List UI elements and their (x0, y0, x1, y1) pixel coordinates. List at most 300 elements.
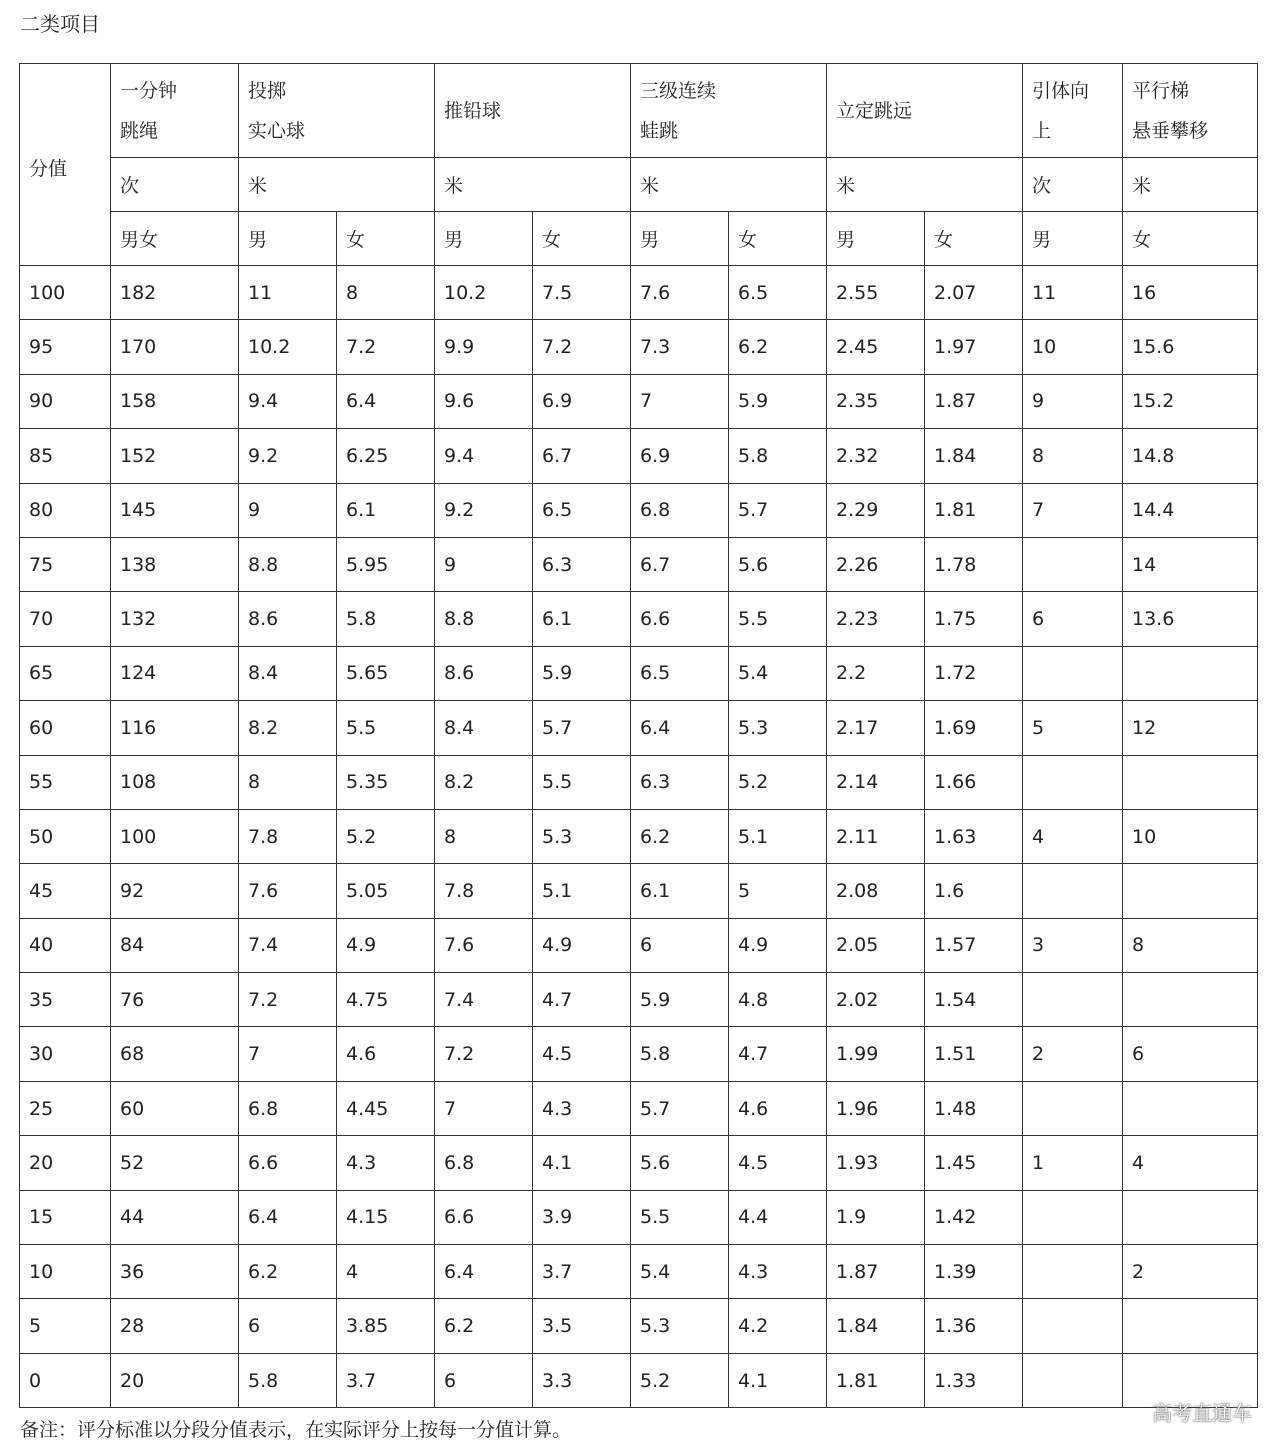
table-cell: 5 (1023, 701, 1123, 755)
table-cell (1123, 973, 1258, 1027)
table-cell: 6.2 (729, 320, 827, 374)
gender-cell: 女 (533, 212, 631, 266)
score-cell: 50 (20, 809, 111, 863)
table-cell: 2 (1123, 1245, 1258, 1299)
table-cell: 145 (111, 483, 239, 537)
table-cell: 14.8 (1123, 429, 1258, 483)
table-cell: 6.1 (533, 592, 631, 646)
table-cell (1023, 1081, 1123, 1135)
table-cell: 6.4 (435, 1245, 533, 1299)
table-cell: 6.8 (435, 1136, 533, 1190)
table-cell: 6.9 (631, 429, 729, 483)
score-cell: 80 (20, 483, 111, 537)
table-cell: 11 (239, 266, 337, 320)
table-cell: 6.8 (631, 483, 729, 537)
table-cell: 5.95 (337, 537, 435, 591)
table-cell: 4.3 (337, 1136, 435, 1190)
table-cell (1123, 1190, 1258, 1244)
table-cell: 7 (1023, 483, 1123, 537)
table-cell: 5 (729, 864, 827, 918)
gender-cell: 男 (827, 212, 925, 266)
table-cell: 6 (1023, 592, 1123, 646)
table-cell: 7.2 (239, 973, 337, 1027)
table-row (20, 537, 1258, 591)
table-cell (1023, 1245, 1123, 1299)
table-cell: 10 (1023, 320, 1123, 374)
table-cell: 8.6 (239, 592, 337, 646)
table-cell: 8.4 (435, 701, 533, 755)
table-cell: 15.6 (1123, 320, 1258, 374)
table-cell: 11 (1023, 266, 1123, 320)
table-cell: 3.85 (337, 1299, 435, 1353)
table-row (20, 1245, 1258, 1299)
table-cell: 158 (111, 374, 239, 428)
table-cell: 44 (111, 1190, 239, 1244)
table-cell: 4 (337, 1245, 435, 1299)
table-cell (1023, 537, 1123, 591)
gender-cell: 女 (337, 212, 435, 266)
table-cell: 4.5 (533, 1027, 631, 1081)
table-cell: 1.84 (925, 429, 1023, 483)
table-cell: 8 (435, 809, 533, 863)
table-cell: 7.8 (435, 864, 533, 918)
table-cell: 13.6 (1123, 592, 1258, 646)
table-cell: 5.8 (337, 592, 435, 646)
table-cell: 7.5 (533, 266, 631, 320)
score-cell: 70 (20, 592, 111, 646)
table-cell: 8 (1023, 429, 1123, 483)
table-cell: 5.9 (631, 973, 729, 1027)
table-cell: 6.5 (631, 646, 729, 700)
gender-cell: 男 (631, 212, 729, 266)
table-cell: 8 (337, 266, 435, 320)
table-cell: 2.02 (827, 973, 925, 1027)
table-cell: 5.8 (729, 429, 827, 483)
table-cell: 8.8 (435, 592, 533, 646)
table-cell: 152 (111, 429, 239, 483)
table-cell: 4.3 (729, 1245, 827, 1299)
table-cell: 5.9 (533, 646, 631, 700)
table-row (20, 1027, 1258, 1081)
table-cell: 7.6 (435, 918, 533, 972)
table-cell: 8.2 (239, 701, 337, 755)
table-cell: 1.84 (827, 1299, 925, 1353)
table-cell: 6.5 (729, 266, 827, 320)
table-cell: 20 (111, 1353, 239, 1407)
table-cell: 7.2 (337, 320, 435, 374)
table-cell: 7.2 (435, 1027, 533, 1081)
table-cell (1123, 864, 1258, 918)
table-cell: 1.81 (925, 483, 1023, 537)
table-cell: 1 (1023, 1136, 1123, 1190)
table-cell: 2.17 (827, 701, 925, 755)
table-cell: 6.2 (239, 1245, 337, 1299)
table-cell: 4.2 (729, 1299, 827, 1353)
table-cell: 4 (1123, 1136, 1258, 1190)
table-row (20, 1136, 1258, 1190)
score-cell: 100 (20, 266, 111, 320)
unit-cell: 次 (111, 158, 239, 212)
table-row (20, 592, 1258, 646)
table-row (20, 429, 1258, 483)
table-cell: 1.6 (925, 864, 1023, 918)
unit-cell: 米 (827, 158, 1023, 212)
table-cell: 16 (1123, 266, 1258, 320)
score-column-header: 分值 (20, 64, 111, 266)
table-cell: 2.29 (827, 483, 925, 537)
score-cell: 20 (20, 1136, 111, 1190)
table-cell: 4.6 (729, 1081, 827, 1135)
item-header-solid-ball-throw: 投掷 实心球 (239, 64, 435, 158)
score-cell: 75 (20, 537, 111, 591)
table-cell: 5.8 (631, 1027, 729, 1081)
table-cell: 7.3 (631, 320, 729, 374)
unit-cell: 米 (435, 158, 631, 212)
score-cell: 65 (20, 646, 111, 700)
table-cell: 8.4 (239, 646, 337, 700)
table-cell: 4.75 (337, 973, 435, 1027)
table-cell: 1.69 (925, 701, 1023, 755)
table-cell: 9.4 (435, 429, 533, 483)
table-cell: 7.4 (239, 918, 337, 972)
table-cell (1123, 1081, 1258, 1135)
table-cell: 5.2 (631, 1353, 729, 1407)
item-header-rope-skipping: 一分钟 跳绳 (111, 64, 239, 158)
table-cell: 9.2 (239, 429, 337, 483)
table-cell: 52 (111, 1136, 239, 1190)
table-cell: 5.65 (337, 646, 435, 700)
section-title: 二类项目 (20, 12, 100, 36)
table-cell: 5.4 (631, 1245, 729, 1299)
table-cell: 7 (435, 1081, 533, 1135)
table-cell: 12 (1123, 701, 1258, 755)
table-cell: 84 (111, 918, 239, 972)
table-row (20, 1353, 1258, 1407)
table-cell: 60 (111, 1081, 239, 1135)
footnote: 备注：评分标准以分段分值表示，在实际评分上按每一分值计算。 (20, 1419, 572, 1441)
table-cell: 1.51 (925, 1027, 1023, 1081)
table-cell (1023, 973, 1123, 1027)
table-cell: 7 (631, 374, 729, 428)
table-cell: 1.48 (925, 1081, 1023, 1135)
table-cell: 7.4 (435, 973, 533, 1027)
table-cell: 7.6 (239, 864, 337, 918)
table-cell: 14.4 (1123, 483, 1258, 537)
table-cell: 6.1 (337, 483, 435, 537)
score-cell: 85 (20, 429, 111, 483)
table-cell: 138 (111, 537, 239, 591)
table-row (20, 1081, 1258, 1135)
score-cell: 35 (20, 973, 111, 1027)
table-row (20, 320, 1258, 374)
table-cell: 182 (111, 266, 239, 320)
table-cell: 4.6 (337, 1027, 435, 1081)
table-cell: 1.93 (827, 1136, 925, 1190)
table-cell: 1.45 (925, 1136, 1023, 1190)
table-row (20, 374, 1258, 428)
table-cell: 9 (1023, 374, 1123, 428)
table-cell (1023, 755, 1123, 809)
table-cell: 1.33 (925, 1353, 1023, 1407)
table-cell: 2.35 (827, 374, 925, 428)
table-cell: 1.9 (827, 1190, 925, 1244)
table-cell: 8 (1123, 918, 1258, 972)
table-row (20, 918, 1258, 972)
table-cell: 6 (435, 1353, 533, 1407)
table-cell: 5.5 (631, 1190, 729, 1244)
table-cell: 6.3 (631, 755, 729, 809)
score-cell: 0 (20, 1353, 111, 1407)
header-row-items (20, 64, 1258, 158)
table-row (20, 266, 1258, 320)
score-cell: 40 (20, 918, 111, 972)
table-cell: 5.05 (337, 864, 435, 918)
table-cell: 9.4 (239, 374, 337, 428)
table-cell: 2.2 (827, 646, 925, 700)
table-cell: 1.78 (925, 537, 1023, 591)
score-cell: 45 (20, 864, 111, 918)
table-cell: 5.2 (729, 755, 827, 809)
table-cell: 5.5 (533, 755, 631, 809)
table-cell: 3.7 (337, 1353, 435, 1407)
table-cell: 7.2 (533, 320, 631, 374)
table-cell: 5.2 (337, 809, 435, 863)
table-cell: 1.66 (925, 755, 1023, 809)
table-cell: 108 (111, 755, 239, 809)
table-cell: 1.87 (925, 374, 1023, 428)
score-cell: 95 (20, 320, 111, 374)
table-cell (1023, 1299, 1123, 1353)
score-cell: 55 (20, 755, 111, 809)
table-cell: 2.45 (827, 320, 925, 374)
table-cell: 8.2 (435, 755, 533, 809)
table-row (20, 755, 1258, 809)
gender-cell: 男 (1023, 212, 1123, 266)
table-cell: 14 (1123, 537, 1258, 591)
table-row (20, 864, 1258, 918)
table-header (20, 64, 1258, 266)
table-cell: 68 (111, 1027, 239, 1081)
table-cell: 1.39 (925, 1245, 1023, 1299)
table-cell: 76 (111, 973, 239, 1027)
table-body (20, 266, 1258, 1408)
table-cell: 1.72 (925, 646, 1023, 700)
unit-cell: 次 (1023, 158, 1123, 212)
table-cell: 6.5 (533, 483, 631, 537)
table-cell: 15.2 (1123, 374, 1258, 428)
table-cell: 4.8 (729, 973, 827, 1027)
table-cell: 5.3 (631, 1299, 729, 1353)
table-cell: 9.6 (435, 374, 533, 428)
table-cell: 132 (111, 592, 239, 646)
table-cell: 6.4 (239, 1190, 337, 1244)
gender-cell: 女 (729, 212, 827, 266)
table-cell: 2.07 (925, 266, 1023, 320)
table-cell: 4.3 (533, 1081, 631, 1135)
table-cell: 92 (111, 864, 239, 918)
table-cell: 4.7 (729, 1027, 827, 1081)
table-cell: 5.1 (729, 809, 827, 863)
table-cell: 2.55 (827, 266, 925, 320)
item-header-shot-put: 推铅球 (435, 64, 631, 158)
table-cell: 6.6 (631, 592, 729, 646)
table-cell: 3 (1023, 918, 1123, 972)
table-cell: 5.7 (533, 701, 631, 755)
table-cell: 36 (111, 1245, 239, 1299)
table-cell: 6.2 (631, 809, 729, 863)
table-cell: 2.11 (827, 809, 925, 863)
table-cell: 28 (111, 1299, 239, 1353)
table-cell: 6.4 (337, 374, 435, 428)
table-cell: 10.2 (435, 266, 533, 320)
table-row (20, 646, 1258, 700)
table-cell: 5.7 (631, 1081, 729, 1135)
table-cell: 2.05 (827, 918, 925, 972)
table-cell: 4.45 (337, 1081, 435, 1135)
table-cell: 9 (239, 483, 337, 537)
table-cell: 2 (1023, 1027, 1123, 1081)
table-cell: 4.1 (729, 1353, 827, 1407)
gender-cell: 男 (239, 212, 337, 266)
table-cell: 4.15 (337, 1190, 435, 1244)
table-row (20, 1299, 1258, 1353)
table-cell (1023, 1190, 1123, 1244)
table-cell: 8.8 (239, 537, 337, 591)
table-cell: 170 (111, 320, 239, 374)
table-cell: 10 (1123, 809, 1258, 863)
item-header-parallel-ladder: 平行梯 悬垂攀移 (1123, 64, 1258, 158)
table-cell: 5.35 (337, 755, 435, 809)
table-cell: 1.81 (827, 1353, 925, 1407)
table-row (20, 973, 1258, 1027)
table-cell: 7 (239, 1027, 337, 1081)
watermark: 高考直通车 (1152, 1401, 1252, 1425)
unit-cell: 米 (631, 158, 827, 212)
table-cell: 1.57 (925, 918, 1023, 972)
score-cell: 30 (20, 1027, 111, 1081)
table-cell: 9.2 (435, 483, 533, 537)
table-cell: 2.32 (827, 429, 925, 483)
table-cell: 1.87 (827, 1245, 925, 1299)
table-cell: 5.5 (729, 592, 827, 646)
table-cell: 4.1 (533, 1136, 631, 1190)
table-cell: 1.75 (925, 592, 1023, 646)
table-cell: 1.54 (925, 973, 1023, 1027)
table-cell: 6 (1123, 1027, 1258, 1081)
table-cell: 5.4 (729, 646, 827, 700)
table-cell: 3.3 (533, 1353, 631, 1407)
table-cell: 8 (239, 755, 337, 809)
table-row (20, 483, 1258, 537)
table-cell: 4.9 (729, 918, 827, 972)
score-cell: 5 (20, 1299, 111, 1353)
table-cell: 2.08 (827, 864, 925, 918)
table-cell: 3.7 (533, 1245, 631, 1299)
table-cell: 6.7 (533, 429, 631, 483)
table-cell: 5.1 (533, 864, 631, 918)
table-cell: 1.97 (925, 320, 1023, 374)
table-cell (1123, 755, 1258, 809)
table-cell: 3.5 (533, 1299, 631, 1353)
table-cell: 5.9 (729, 374, 827, 428)
score-cell: 25 (20, 1081, 111, 1135)
table-cell: 7.6 (631, 266, 729, 320)
table-cell: 3.9 (533, 1190, 631, 1244)
unit-cell: 米 (1123, 158, 1258, 212)
table-cell: 6.1 (631, 864, 729, 918)
table-cell: 4.4 (729, 1190, 827, 1244)
table-row (20, 701, 1258, 755)
table-cell: 2.23 (827, 592, 925, 646)
table-cell: 6 (239, 1299, 337, 1353)
table-cell: 5.7 (729, 483, 827, 537)
table-cell: 7.8 (239, 809, 337, 863)
table-cell: 5.3 (729, 701, 827, 755)
table-cell (1123, 1299, 1258, 1353)
score-cell: 10 (20, 1245, 111, 1299)
table-cell: 6.9 (533, 374, 631, 428)
table-cell: 6.3 (533, 537, 631, 591)
header-row-genders (20, 212, 1258, 266)
table-cell: 100 (111, 809, 239, 863)
table-cell: 1.99 (827, 1027, 925, 1081)
gender-cell: 男女 (111, 212, 239, 266)
score-cell: 60 (20, 701, 111, 755)
header-row-units (20, 158, 1258, 212)
table-cell (1123, 646, 1258, 700)
table-cell: 9 (435, 537, 533, 591)
score-cell: 90 (20, 374, 111, 428)
table-cell: 4 (1023, 809, 1123, 863)
item-header-pull-up: 引体向 上 (1023, 64, 1123, 158)
table-cell (1023, 646, 1123, 700)
item-header-standing-long-jump: 立定跳远 (827, 64, 1023, 158)
table-cell: 5.5 (337, 701, 435, 755)
table-cell: 5.6 (631, 1136, 729, 1190)
table-cell: 4.7 (533, 973, 631, 1027)
table-cell: 6.25 (337, 429, 435, 483)
score-cell: 15 (20, 1190, 111, 1244)
table-cell: 10.2 (239, 320, 337, 374)
table-cell: 6.7 (631, 537, 729, 591)
table-cell: 124 (111, 646, 239, 700)
table-cell: 6.6 (435, 1190, 533, 1244)
table-row (20, 809, 1258, 863)
table-cell: 5.3 (533, 809, 631, 863)
table-row (20, 1190, 1258, 1244)
table-cell: 1.42 (925, 1190, 1023, 1244)
table-cell: 6.6 (239, 1136, 337, 1190)
table-cell (1023, 864, 1123, 918)
table-cell: 4.5 (729, 1136, 827, 1190)
table-cell: 5.8 (239, 1353, 337, 1407)
table-cell: 6 (631, 918, 729, 972)
table-cell: 9.9 (435, 320, 533, 374)
gender-cell: 女 (1123, 212, 1258, 266)
table-cell: 6.4 (631, 701, 729, 755)
table-cell: 1.96 (827, 1081, 925, 1135)
table-cell: 6.8 (239, 1081, 337, 1135)
table-cell: 4.9 (337, 918, 435, 972)
table-cell: 116 (111, 701, 239, 755)
table-cell: 2.14 (827, 755, 925, 809)
table-cell: 5.6 (729, 537, 827, 591)
table-cell: 8.6 (435, 646, 533, 700)
table-cell: 4.9 (533, 918, 631, 972)
table-cell: 6.2 (435, 1299, 533, 1353)
table-cell: 2.26 (827, 537, 925, 591)
gender-cell: 女 (925, 212, 1023, 266)
